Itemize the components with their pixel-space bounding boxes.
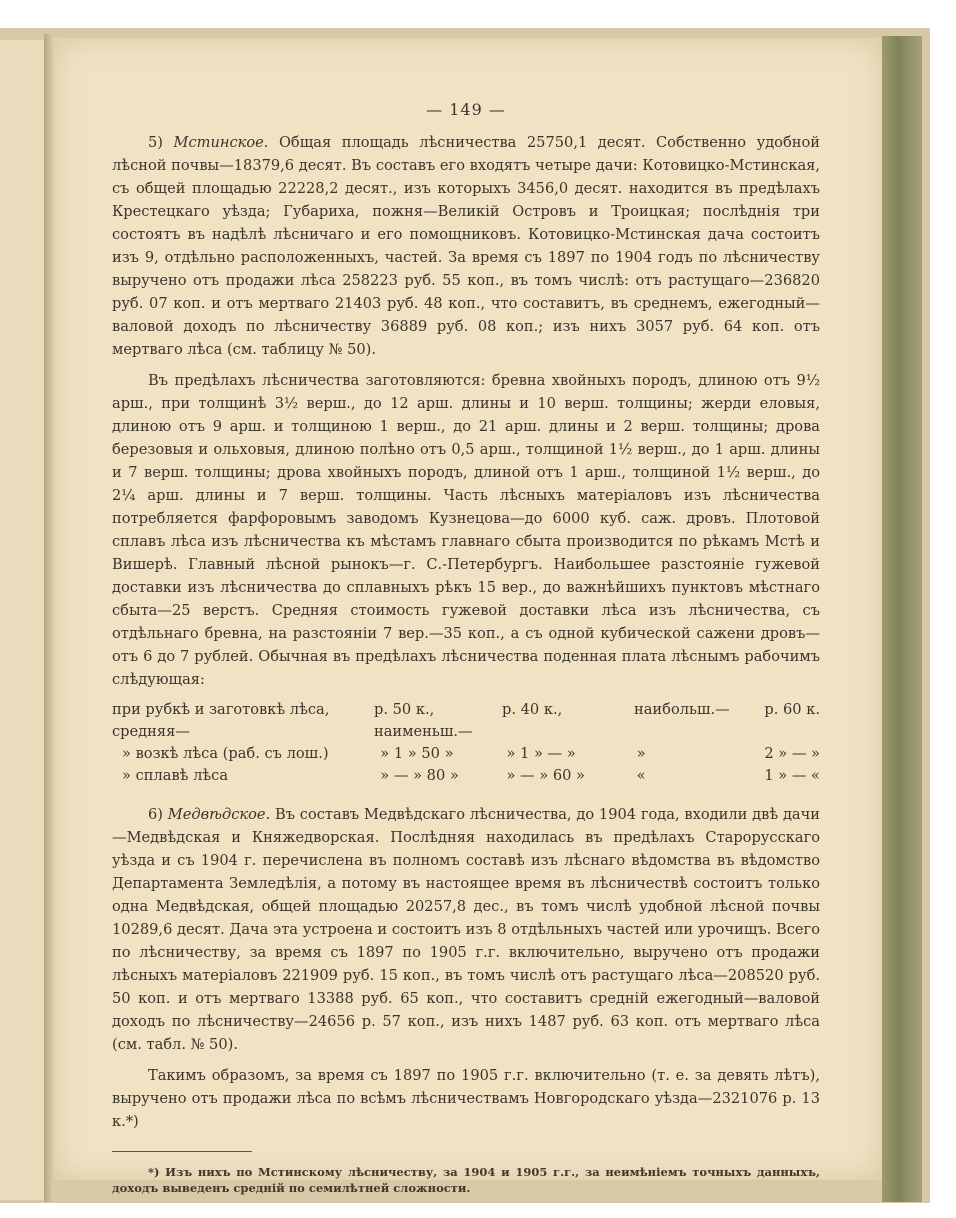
wage-cell: « (636, 767, 646, 784)
section-title: Мстинское. (173, 134, 269, 151)
footnote: *) Изъ нихъ по Мстинскому лѣсничеству, за 1904 и 1905 г.г., за неимѣнiемъ точныхъ данныхъ, доходъ выведенъ среднiй по семилѣтней сложности. (112, 1164, 820, 1195)
wage-cell: » 1 » 50 » (380, 745, 454, 762)
book-cover-edge (882, 36, 922, 1202)
footnote-rule (112, 1151, 252, 1152)
page-number: — 149 — (426, 100, 506, 119)
wage-cell: » — » 60 » (506, 767, 585, 784)
paragraph-text: Въ составъ Медвѣдскаго лѣсничества, до 1904 года, входили двѣ дачи—Медвѣдская и Княжедворская. Послѣдняя находилась въ предѣлахъ Старорусскаго уѣзда и съ 1904 г. перечислена въ полномъ составѣ изъ лѣснаго вѣдомства въ вѣдомство Департамента Земледѣлiя, а потому въ настоящее время въ лѣсничествѣ состоитъ только одна Медвѣдская, общей площадью 20257,8 дес., въ томъ числѣ удобной лѣсной почвы 10289,6 десят. Дача эта устроена и состоитъ изъ 8 отдѣльныхъ частей или урочищъ. Всего по лѣсничеству, за время съ 1897 по 1905 г.г. включительно, выручено отъ продажи лѣсныхъ матерiаловъ 221909 руб. 15 коп., въ томъ числѣ отъ растущаго лѣса—208520 руб. 50 коп. и отъ мертваго 13388 руб. 65 коп., что составитъ среднiй ежегодный—валовой доходъ по лѣсничеству—24656 р. 57 коп., изъ нихъ 1487 руб. 63 коп. отъ мертваго лѣса (см. табл. № 50). (112, 806, 820, 1053)
paragraph-medvedskoe (112, 803, 820, 1056)
wage-cell: » сплавѣ лѣса (122, 767, 229, 784)
wage-cell: » — » 80 » (380, 767, 459, 784)
book-gutter (44, 34, 54, 1202)
paragraph-text: Общая площадь лѣсничества 25750,1 десят. Собственно удобной лѣсной почвы—18379,6 десят. Въ составъ его входятъ четыре дачи: Котовицко-Мстинская, съ общей площадью 22228,2 десят., изъ которыхъ 3456,0 десят. находится въ предѣлахъ Крестецкаго уѣзда; Губариха, пожня—Великiй Островъ и Троицкая; послѣднiя три состоятъ въ надѣлѣ лѣсничаго и его помощниковъ. Котовицко-Мстинская дача состоитъ изъ 9, отдѣльно расположенныхъ, частей. За время съ 1897 по 1904 годъ по лѣсничеству выручено отъ продажи лѣса 258223 руб. 55 коп., въ томъ числѣ: отъ растущаго—236820 руб. 07 коп. и отъ мертваго 21403 руб. 48 коп., что составитъ, въ среднемъ, ежегодный—валовой доходъ по лѣсничеству 36889 руб. 08 коп.; изъ нихъ 3057 руб. 64 коп. отъ мертваго лѣса (см. таблицу № 50). (112, 134, 820, 358)
wage-cell: 2 » — » (764, 745, 820, 762)
wage-table (112, 699, 820, 787)
wage-cell: » (636, 745, 646, 762)
section-title: Медвѣдское. (167, 806, 271, 823)
paragraph-timber: Въ предѣлахъ лѣсничества заготовляются: бревна хвойныхъ породъ, длиною отъ 9½ арш., при толщинѣ 3½ верш., до 12 арш. длины и 10 верш. толщины; жерди еловыя, длиною отъ 9 арш. и толщиною 1 верш., до 21 арш. длины и 2 верш. толщины; дрова березовыя и ольховыя, длиною полѣно отъ 0,5 арш., толщиной 1½ верш., до 1 арш. длины и 7 верш. толщины; дрова хвойныхъ породъ, длиной отъ 1 арш., толщиной 1½ верш., до 2¼ арш. длины и 7 верш. толщины. Часть лѣсныхъ матерiаловъ изъ лѣсничества потребляется фарфоровымъ заводомъ Кузнецова—до 6000 куб. саж. дровъ. Плотовой сплавъ лѣса изъ лѣсничества къ мѣстамъ главнаго сбыта производится по рѣкамъ Мстѣ и Вишерѣ. Главный лѣсной рынокъ—г. С.-Петербургъ. Наибольшее разстоянiе гужевой доставки изъ лѣсничества до сплавныхъ рѣкъ 15 вер., до важнѣйшихъ пунктовъ мѣстнаго сбыта—25 верстъ. Средняя стоимость гужевой доставки лѣса изъ лѣсничества, съ отдѣльнаго бревна, на разстоянiи 7 вер.—35 коп., а съ одной кубической сажени дровъ—отъ 6 до 7 рублей. Обычная въ предѣлахъ лѣсничества поденная плата лѣснымъ рабочимъ слѣдующая: (112, 372, 820, 688)
wage-cell: р. 40 к., (502, 701, 563, 718)
wage-cell: при рубкѣ и заготовкѣ лѣса, средняя— (112, 701, 330, 740)
wage-row (112, 743, 820, 765)
wage-row (112, 765, 820, 787)
wage-cell: » 1 » — » (506, 745, 576, 762)
page-content (112, 100, 820, 1207)
wage-cell: наибольш.— (634, 701, 730, 718)
left-page-edge (0, 40, 45, 1200)
section-number: 5) (148, 134, 174, 151)
wage-cell: р. 60 к. (764, 701, 820, 718)
paragraph-summary: Такимъ образомъ, за время съ 1897 по 1905 г.г. включительно (т. е. за девять лѣтъ), выручено отъ продажи лѣса по всѣмъ лѣсничествамъ Новгородскаго уѣзда—2321076 р. 13 к.*) (112, 1067, 820, 1130)
wage-cell: р. 50 к., наименьш.— (374, 701, 473, 740)
wage-cell: » возкѣ лѣса (раб. съ лош.) (122, 745, 329, 762)
section-number: 6) (148, 806, 168, 823)
wage-cell: 1 » — « (764, 767, 820, 784)
paragraph-mstinskoe (112, 131, 820, 361)
wage-row (112, 699, 820, 743)
